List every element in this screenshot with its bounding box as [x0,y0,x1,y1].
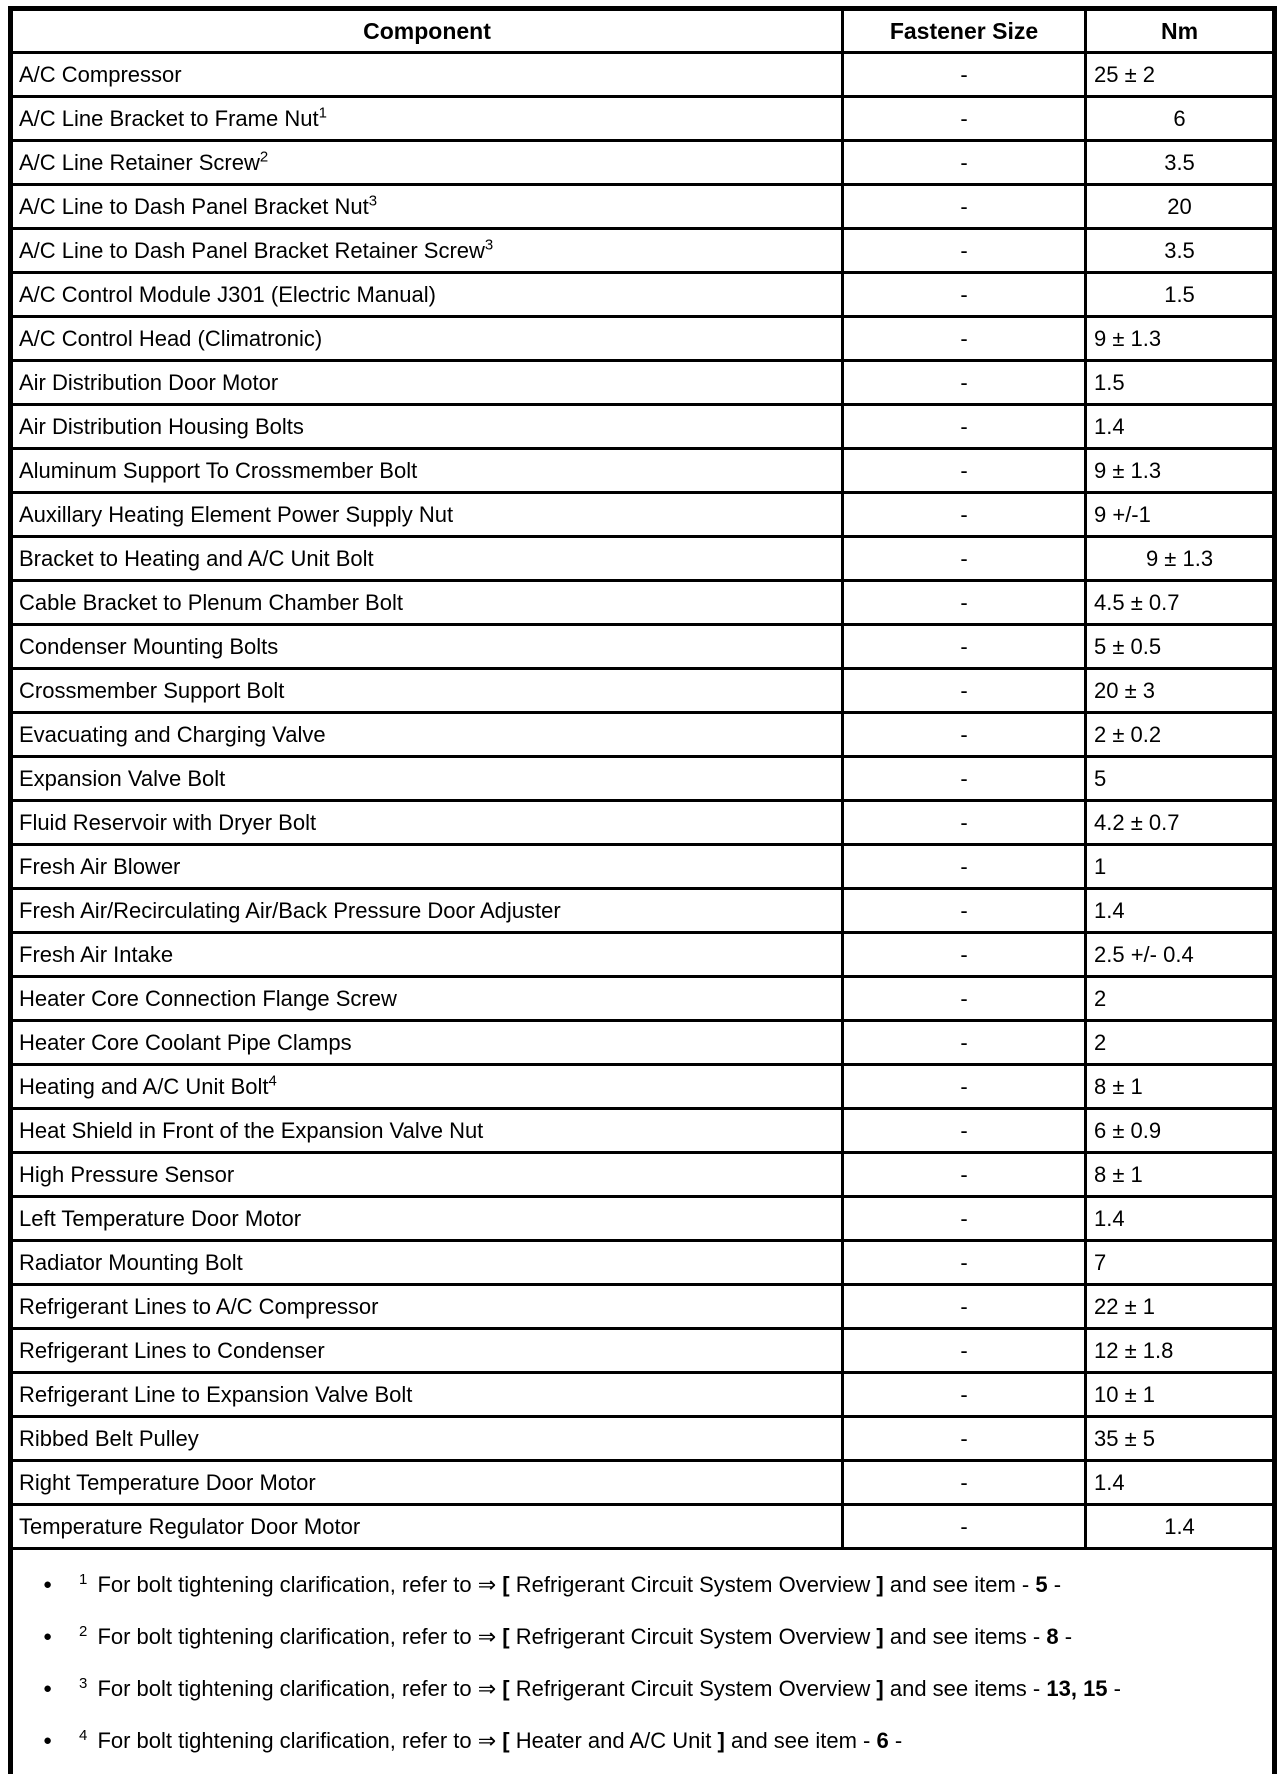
fastener-size-cell: - [843,1505,1086,1549]
footnote [43,1676,1264,1702]
component-cell [11,1285,843,1329]
table-row [11,933,1275,977]
footnote-ref-superscript: 3 [484,236,494,254]
component-cell [11,53,843,97]
fastener-size-cell: - [843,1241,1086,1285]
table-row [11,141,1275,185]
table-row [11,1241,1275,1285]
component-cell [11,801,843,845]
component-name: Air Distribution Door Motor [19,369,279,395]
component-cell [11,1065,843,1109]
bullet-icon: ● [43,1680,53,1697]
nm-value-cell: 9 +/-1 [1086,493,1275,537]
bracket-close: ] [870,1572,884,1597]
nm-value-cell: 1.4 [1086,1461,1275,1505]
component-name: Evacuating and Charging Valve [19,721,326,747]
component-cell [11,757,843,801]
table-row [11,53,1275,97]
footnotes-cell [11,1549,1275,1774]
table-row [11,97,1275,141]
component-name: High Pressure Sensor [19,1161,235,1187]
footnote-item-numbers: 8 [1046,1624,1059,1649]
fastener-size-cell: - [843,889,1086,933]
nm-value-cell: 8 ± 1 [1086,1153,1275,1197]
table-row [11,757,1275,801]
table-row [11,1021,1275,1065]
footnote-ref-superscript: 3 [368,192,378,210]
footnote-number: 4 [79,1726,88,1744]
fastener-size-cell: - [843,537,1086,581]
component-name: Refrigerant Lines to Condenser [19,1337,325,1363]
component-name: Radiator Mounting Bolt [19,1249,243,1275]
table-row [11,1109,1275,1153]
nm-value-cell: 10 ± 1 [1086,1373,1275,1417]
component-name: Aluminum Support To Crossmember Bolt [19,457,418,483]
footnote-lead: For bolt tightening clarification, refer to ⇒ [91,1728,503,1753]
component-name: Refrigerant Lines to A/C Compressor [19,1293,379,1319]
footnote-see-text: and see items - [883,1624,1047,1649]
component-cell [11,1417,843,1461]
component-cell [11,713,843,757]
component-name: Bracket to Heating and A/C Unit Bolt [19,545,374,571]
fastener-size-cell: - [843,97,1086,141]
footnote-item-numbers: 6 [876,1728,889,1753]
component-cell [11,1241,843,1285]
table-row [11,581,1275,625]
nm-value-cell: 3.5 [1086,141,1275,185]
footnote [43,1624,1264,1650]
component-cell [11,581,843,625]
bullet-icon: ● [43,1628,53,1645]
component-cell [11,1197,843,1241]
table-row [11,669,1275,713]
table-row [11,845,1275,889]
component-name: Heat Shield in Front of the Expansion Valve Nut [19,1117,484,1143]
footnote [43,1572,1264,1598]
nm-value-cell: 12 ± 1.8 [1086,1329,1275,1373]
fastener-size-cell: - [843,1285,1086,1329]
table-row [11,1417,1275,1461]
footnote-lead: For bolt tightening clarification, refer to ⇒ [91,1624,503,1649]
fastener-size-cell: - [843,1461,1086,1505]
component-cell [11,1153,843,1197]
table-row [11,1505,1275,1549]
nm-value-cell: 1.5 [1086,361,1275,405]
fastener-size-cell: - [843,801,1086,845]
nm-value-cell: 1.5 [1086,273,1275,317]
bracket-open: [ [502,1572,516,1597]
fastener-size-cell: - [843,185,1086,229]
fastener-size-cell: - [843,1109,1086,1153]
component-name: Condenser Mounting Bolts [19,633,279,659]
footnote-ref-superscript: 1 [318,104,327,122]
component-cell [11,933,843,977]
table-row [11,713,1275,757]
table-row [11,405,1275,449]
nm-value-cell: 6 ± 0.9 [1086,1109,1275,1153]
torque-spec-table [8,6,1277,1774]
fastener-size-cell: - [843,1153,1086,1197]
component-cell [11,273,843,317]
footnote-text [79,1624,1072,1650]
table-footnotes-section [11,1549,1275,1774]
table-row [11,185,1275,229]
component-name: Ribbed Belt Pulley [19,1425,199,1451]
bracket-close: ] [711,1728,725,1753]
header-row [11,9,1275,53]
fastener-size-cell: - [843,229,1086,273]
table-row [11,1329,1275,1373]
bracket-open: [ [502,1676,516,1701]
nm-value-cell: 5 [1086,757,1275,801]
footnote-tail: - [1047,1572,1062,1597]
component-cell [11,669,843,713]
component-name: A/C Control Head (Climatronic) [19,325,323,351]
column-header-component: Component [11,9,843,53]
nm-value-cell: 4.5 ± 0.7 [1086,581,1275,625]
fastener-size-cell: - [843,757,1086,801]
table-header [11,9,1275,53]
component-cell [11,1329,843,1373]
footnote-ref-superscript: 2 [259,148,269,166]
nm-value-cell: 9 ± 1.3 [1086,449,1275,493]
component-cell [11,229,843,273]
footnote-ref-superscript: 4 [268,1072,277,1090]
fastener-size-cell: - [843,493,1086,537]
nm-value-cell: 20 ± 3 [1086,669,1275,713]
nm-value-cell: 2 ± 0.2 [1086,713,1275,757]
component-cell [11,97,843,141]
footnote-reference-link: Heater and A/C Unit [515,1728,712,1753]
footnote-number: 3 [79,1674,88,1692]
component-name: Crossmember Support Bolt [19,677,285,703]
bracket-open: [ [502,1728,516,1753]
nm-value-cell: 35 ± 5 [1086,1417,1275,1461]
footnote-see-text: and see item - [883,1572,1036,1597]
footnote-reference-link: Refrigerant Circuit System Overview [515,1624,871,1649]
table-row [11,801,1275,845]
footnote-reference-link: Refrigerant Circuit System Overview [515,1676,871,1701]
component-name: Temperature Regulator Door Motor [19,1513,361,1539]
fastener-size-cell: - [843,1197,1086,1241]
component-name: Fluid Reservoir with Dryer Bolt [19,809,317,835]
component-name: Expansion Valve Bolt [19,765,226,791]
column-header-fastener-size: Fastener Size [843,9,1086,53]
bullet-icon: ● [43,1732,53,1749]
footnote-lead: For bolt tightening clarification, refer to ⇒ [91,1572,503,1597]
table-row [11,361,1275,405]
component-name: Fresh Air Intake [19,941,174,967]
fastener-size-cell: - [843,405,1086,449]
fastener-size-cell: - [843,1417,1086,1461]
footnote-tail: - [1058,1624,1073,1649]
table-row [11,1065,1275,1109]
table-row [11,1461,1275,1505]
table-row [11,229,1275,273]
fastener-size-cell: - [843,713,1086,757]
table-row [11,625,1275,669]
nm-value-cell: 1.4 [1086,405,1275,449]
nm-value-cell: 1.4 [1086,1505,1275,1549]
component-cell [11,405,843,449]
table-row [11,977,1275,1021]
nm-value-cell: 22 ± 1 [1086,1285,1275,1329]
component-name: Air Distribution Housing Bolts [19,413,304,439]
footnote-text [79,1572,1061,1598]
table-row [11,493,1275,537]
component-name: A/C Compressor [19,61,182,87]
component-cell [11,977,843,1021]
component-name: Heating and A/C Unit Bolt [19,1073,269,1099]
fastener-size-cell: - [843,53,1086,97]
table-row [11,537,1275,581]
footnote-see-text: and see item - [724,1728,877,1753]
fastener-size-cell: - [843,449,1086,493]
fastener-size-cell: - [843,141,1086,185]
nm-value-cell: 2.5 +/- 0.4 [1086,933,1275,977]
nm-value-cell: 7 [1086,1241,1275,1285]
table-row [11,1153,1275,1197]
footnote-tail: - [1107,1676,1121,1701]
table-row [11,889,1275,933]
fastener-size-cell: - [843,625,1086,669]
component-cell [11,449,843,493]
footnote-number: 2 [79,1622,88,1640]
component-cell [11,1505,843,1549]
nm-value-cell: 1.4 [1086,889,1275,933]
fastener-size-cell: - [843,1021,1086,1065]
nm-value-cell: 2 [1086,977,1275,1021]
nm-value-cell: 8 ± 1 [1086,1065,1275,1109]
fastener-size-cell: - [843,1065,1086,1109]
component-name: A/C Control Module J301 (Electric Manual) [19,281,436,307]
component-cell [11,537,843,581]
footnote-text [79,1676,1121,1702]
footnote-see-text: and see items - [883,1676,1047,1701]
bracket-close: ] [870,1624,884,1649]
fastener-size-cell: - [843,581,1086,625]
nm-value-cell: 25 ± 2 [1086,53,1275,97]
nm-value-cell: 1.4 [1086,1197,1275,1241]
nm-value-cell: 1 [1086,845,1275,889]
table-row [11,1373,1275,1417]
component-cell [11,889,843,933]
fastener-size-cell: - [843,669,1086,713]
component-name: A/C Line Bracket to Frame Nut [19,105,319,131]
footnote [43,1728,1264,1754]
bullet-icon: ● [43,1576,53,1593]
table-row [11,1285,1275,1329]
fastener-size-cell: - [843,845,1086,889]
fastener-size-cell: - [843,273,1086,317]
footnote-text [79,1728,902,1754]
fastener-size-cell: - [843,933,1086,977]
component-name: A/C Line to Dash Panel Bracket Nut [19,193,369,219]
footnote-reference-link: Refrigerant Circuit System Overview [515,1572,871,1597]
table-row [11,1197,1275,1241]
component-name: Refrigerant Line to Expansion Valve Bolt [19,1381,413,1407]
component-name: Heater Core Coolant Pipe Clamps [19,1029,352,1055]
footnote-number: 1 [79,1570,88,1588]
component-name: Fresh Air Blower [19,853,181,879]
bracket-close: ] [870,1676,884,1701]
component-cell [11,141,843,185]
table-body [11,53,1275,1549]
component-name: Right Temperature Door Motor [19,1469,316,1495]
table-row [11,317,1275,361]
component-cell [11,185,843,229]
table-row [11,449,1275,493]
nm-value-cell: 2 [1086,1021,1275,1065]
component-name: Fresh Air/Recirculating Air/Back Pressure Door Adjuster [19,897,561,923]
footnote-lead: For bolt tightening clarification, refer to ⇒ [91,1676,503,1701]
fastener-size-cell: - [843,1373,1086,1417]
footnote-item-numbers: 13, 15 [1046,1676,1108,1701]
component-cell [11,625,843,669]
nm-value-cell: 3.5 [1086,229,1275,273]
component-name: A/C Line to Dash Panel Bracket Retainer Screw [19,237,485,263]
fastener-size-cell: - [843,977,1086,1021]
fastener-size-cell: - [843,361,1086,405]
nm-value-cell: 20 [1086,185,1275,229]
component-cell [11,1109,843,1153]
component-cell [11,845,843,889]
footnote-item-numbers: 5 [1035,1572,1048,1597]
component-cell [11,493,843,537]
component-cell [11,1461,843,1505]
footnotes-row [11,1549,1275,1774]
column-header-nm: Nm [1086,9,1275,53]
component-name: Heater Core Connection Flange Screw [19,985,397,1011]
component-name: A/C Line Retainer Screw [19,149,260,175]
component-name: Cable Bracket to Plenum Chamber Bolt [19,589,403,615]
bracket-open: [ [502,1624,516,1649]
nm-value-cell: 4.2 ± 0.7 [1086,801,1275,845]
nm-value-cell: 6 [1086,97,1275,141]
component-cell [11,1373,843,1417]
fastener-size-cell: - [843,317,1086,361]
component-name: Left Temperature Door Motor [19,1205,302,1231]
component-cell [11,317,843,361]
fastener-size-cell: - [843,1329,1086,1373]
nm-value-cell: 9 ± 1.3 [1086,317,1275,361]
component-name: Auxillary Heating Element Power Supply Nut [19,501,454,527]
nm-value-cell: 5 ± 0.5 [1086,625,1275,669]
component-cell [11,361,843,405]
footnote-tail: - [888,1728,903,1753]
table-row [11,273,1275,317]
component-cell [11,1021,843,1065]
nm-value-cell: 9 ± 1.3 [1086,537,1275,581]
